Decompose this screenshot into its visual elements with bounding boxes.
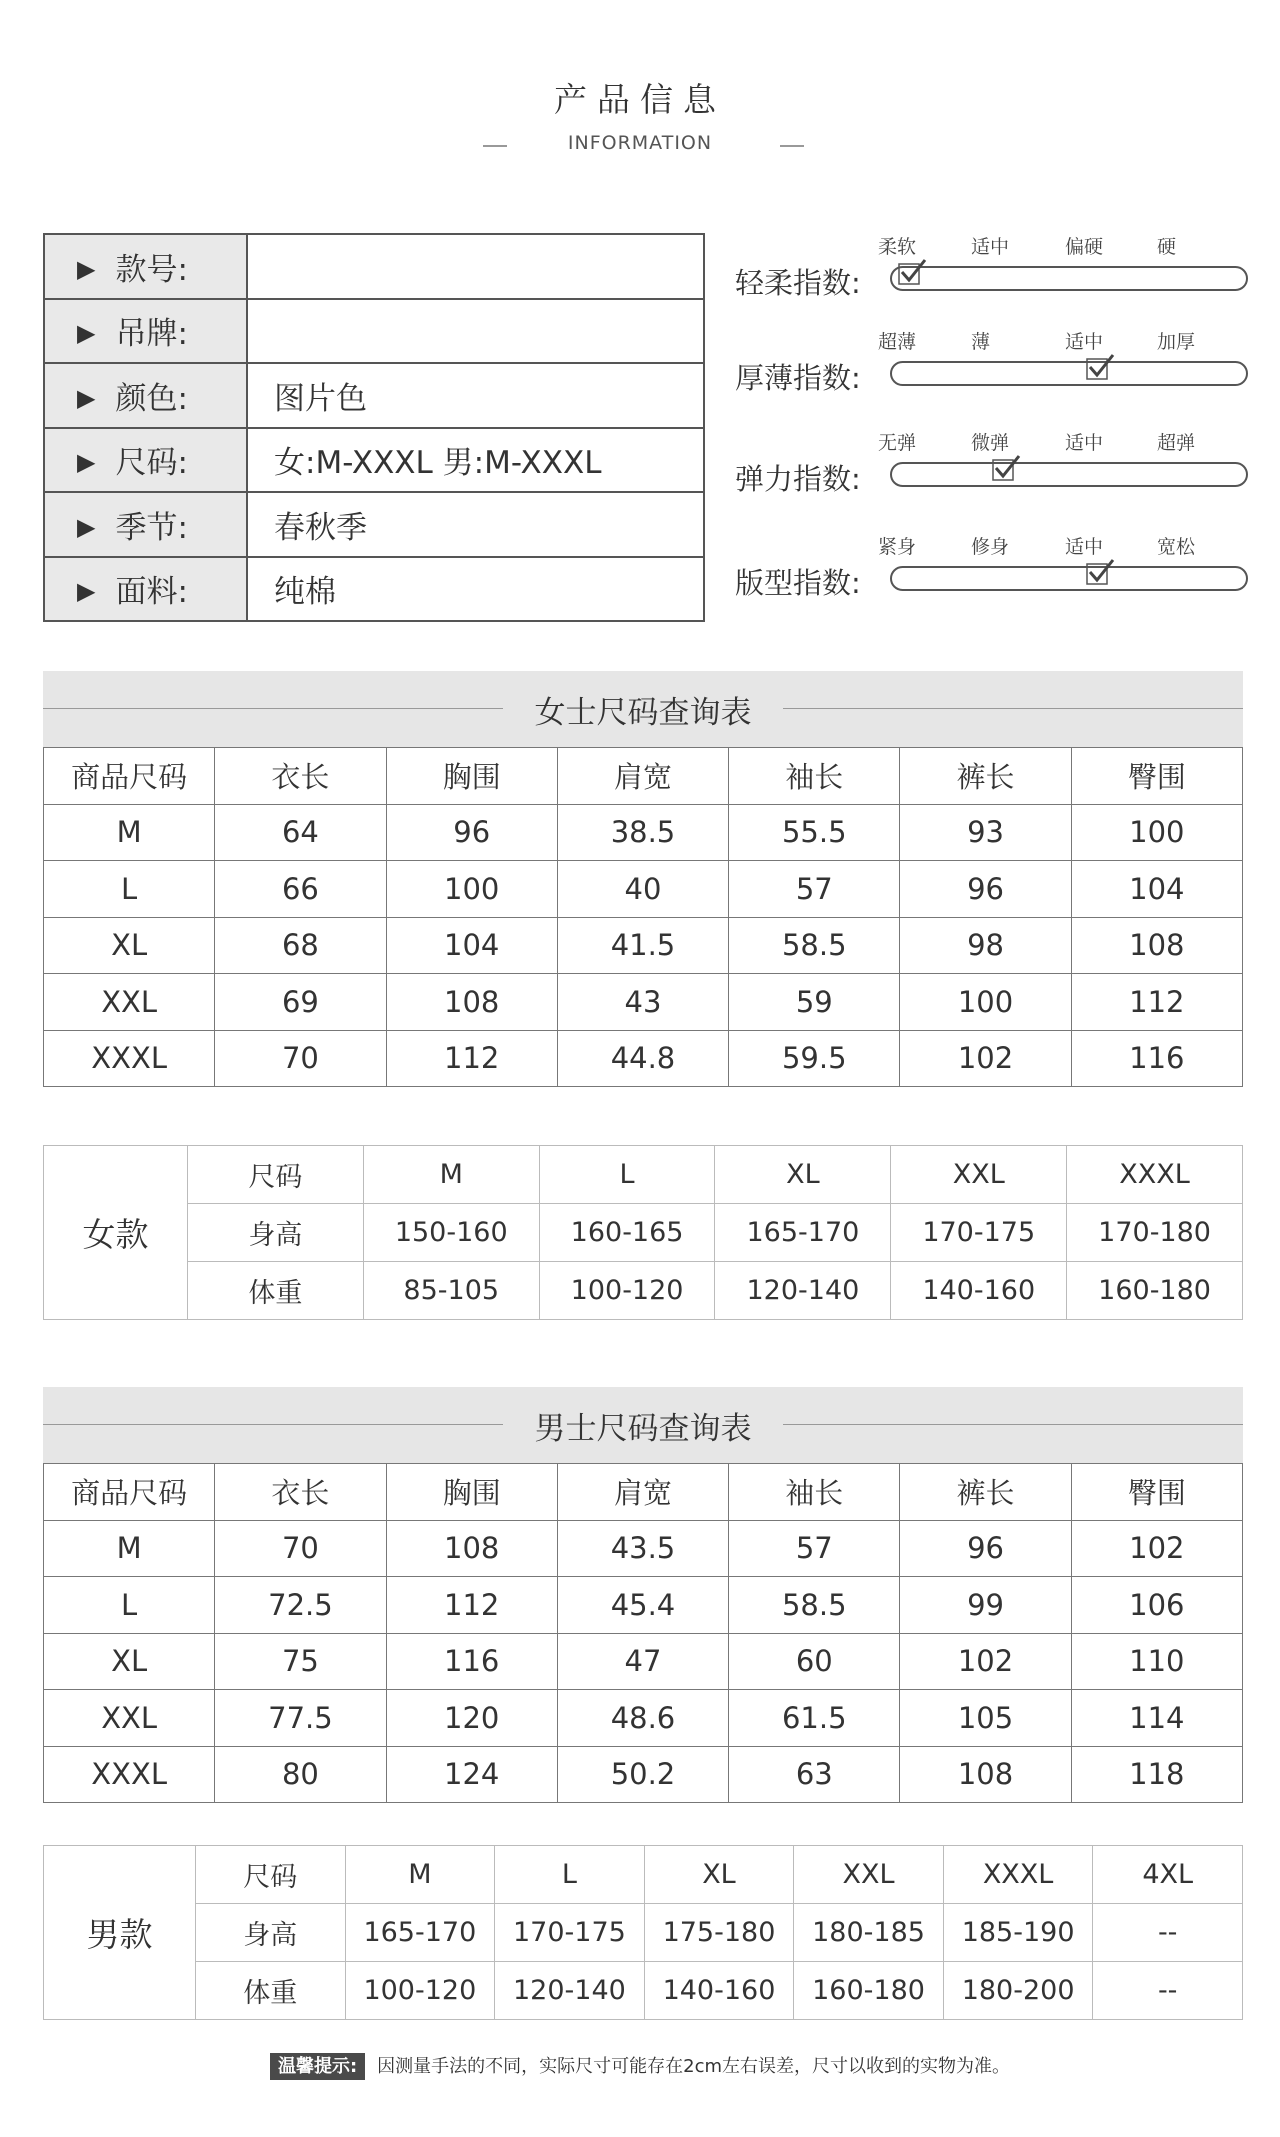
info-row: [44, 428, 704, 493]
table-cell: 110: [1071, 1633, 1242, 1690]
footer-note: [0, 2052, 1280, 2078]
table-cell: 70: [215, 1520, 386, 1577]
table-cell: 44.8: [557, 1030, 728, 1087]
table-row: [44, 974, 1243, 1031]
page-title: 产品信息: [554, 80, 726, 119]
index-scale-label: 适中: [1065, 331, 1104, 353]
table-cell: 38.5: [557, 804, 728, 861]
footer-tag: 温馨提示:: [270, 2053, 365, 2080]
table-cell: 40: [557, 861, 728, 918]
gender-label: 男款: [44, 1846, 196, 2020]
table-cell: XL: [44, 1633, 215, 1690]
index-scale-label: 超弹: [1157, 432, 1196, 454]
triangle-right-icon: ▶: [77, 383, 96, 412]
table-cell: 112: [386, 1577, 557, 1634]
table-cell: --: [1093, 1904, 1243, 1962]
table-cell: 尺码: [188, 1146, 364, 1204]
table-cell: 185-190: [943, 1904, 1093, 1962]
table-cell: L: [44, 1577, 215, 1634]
column-header: 胸围: [386, 1464, 557, 1521]
table-cell: 112: [1071, 974, 1242, 1031]
column-header: 衣长: [215, 1464, 386, 1521]
table-row: [44, 1846, 1243, 1904]
info-row: [44, 557, 704, 622]
table-cell: 160-180: [1067, 1262, 1243, 1320]
table-cell: 120: [386, 1690, 557, 1747]
index-scale-label: 适中: [1065, 432, 1104, 454]
table-row: [44, 1262, 1243, 1320]
column-header: 商品尺码: [44, 1464, 215, 1521]
table-cell: 55.5: [729, 804, 900, 861]
table-cell: XL: [644, 1846, 794, 1904]
page-subtitle: INFORMATION: [567, 132, 713, 154]
table-row: [44, 1904, 1243, 1962]
table-cell: 100-120: [345, 1962, 495, 2020]
men-table-header: [43, 1387, 1243, 1463]
table-cell: 102: [900, 1633, 1071, 1690]
info-row: [44, 299, 704, 364]
gender-label: 女款: [44, 1146, 188, 1320]
table-row: [44, 1030, 1243, 1087]
info-label-cell: [44, 428, 247, 493]
table-cell: 59: [729, 974, 900, 1031]
index-bar: [890, 462, 1248, 487]
column-header: 臀围: [1071, 748, 1242, 805]
triangle-right-icon: ▶: [77, 254, 96, 283]
table-cell: XXXL: [1067, 1146, 1243, 1204]
info-row: [44, 363, 704, 428]
table-header-row: [44, 748, 1243, 805]
table-cell: 99: [900, 1577, 1071, 1634]
index-scale-label: 适中: [1065, 536, 1104, 558]
table-cell: 112: [386, 1030, 557, 1087]
table-cell: 108: [900, 1746, 1071, 1803]
info-label: 款号:: [115, 251, 188, 288]
table-cell: 114: [1071, 1690, 1242, 1747]
info-label-cell: [44, 363, 247, 428]
index-scale-label: 适中: [971, 236, 1010, 258]
table-cell: 100: [1071, 804, 1242, 861]
table-cell: 124: [386, 1746, 557, 1803]
table-cell: 60: [729, 1633, 900, 1690]
index-label: 轻柔指数:: [735, 266, 861, 300]
men-height-weight-table: [43, 1845, 1243, 2020]
table-cell: 58.5: [729, 917, 900, 974]
table-cell: 体重: [188, 1262, 364, 1320]
table-cell: 58.5: [729, 1577, 900, 1634]
column-header: 胸围: [386, 748, 557, 805]
table-cell: 72.5: [215, 1577, 386, 1634]
column-header: 裤长: [900, 748, 1071, 805]
table-cell: L: [44, 861, 215, 918]
index-scale-label: 柔软: [878, 236, 917, 258]
table-cell: 175-180: [644, 1904, 794, 1962]
table-cell: 47: [557, 1633, 728, 1690]
table-row: [44, 1690, 1243, 1747]
table-cell: M: [44, 804, 215, 861]
table-cell: 61.5: [729, 1690, 900, 1747]
table-row: [44, 1746, 1243, 1803]
table-cell: 180-200: [943, 1962, 1093, 2020]
table-cell: 104: [386, 917, 557, 974]
table-cell: 70: [215, 1030, 386, 1087]
table-cell: --: [1093, 1962, 1243, 2020]
table-cell: 43: [557, 974, 728, 1031]
product-info-table: [43, 233, 705, 622]
table-cell: 57: [729, 861, 900, 918]
table-cell: 59.5: [729, 1030, 900, 1087]
table-cell: 150-160: [363, 1204, 539, 1262]
info-label: 面料:: [115, 574, 188, 611]
table-cell: 96: [900, 861, 1071, 918]
table-cell: XXXL: [44, 1030, 215, 1087]
triangle-right-icon: ▶: [77, 577, 96, 606]
table-cell: 102: [900, 1030, 1071, 1087]
info-label: 尺码:: [115, 445, 188, 482]
table-cell: 体重: [196, 1962, 346, 2020]
title-dash-right: [780, 145, 804, 147]
index-label: 弹力指数:: [735, 462, 861, 496]
index-scale-label: 偏硬: [1065, 236, 1104, 258]
table-cell: 80: [215, 1746, 386, 1803]
table-cell: 108: [386, 974, 557, 1031]
table-cell: 48.6: [557, 1690, 728, 1747]
table-cell: 身高: [196, 1904, 346, 1962]
index-scale-label: 微弹: [971, 432, 1010, 454]
table-cell: 170-175: [891, 1204, 1067, 1262]
info-row: [44, 492, 704, 557]
table-cell: M: [44, 1520, 215, 1577]
women-table-header: [43, 671, 1243, 747]
table-row: [44, 1962, 1243, 2020]
column-header: 臀围: [1071, 1464, 1242, 1521]
index-scale-label: 无弹: [878, 432, 917, 454]
column-header: 商品尺码: [44, 748, 215, 805]
table-cell: 63: [729, 1746, 900, 1803]
index-scale-label: 加厚: [1157, 331, 1196, 353]
triangle-right-icon: ▶: [77, 512, 96, 541]
table-cell: XXL: [44, 1690, 215, 1747]
info-label-cell: [44, 299, 247, 364]
index-bar: [890, 566, 1248, 591]
table-cell: 140-160: [644, 1962, 794, 2020]
table-cell: 102: [1071, 1520, 1242, 1577]
table-cell: 93: [900, 804, 1071, 861]
table-cell: 尺码: [196, 1846, 346, 1904]
table-cell: 165-170: [715, 1204, 891, 1262]
table-cell: 77.5: [215, 1690, 386, 1747]
table-row: [44, 861, 1243, 918]
triangle-right-icon: ▶: [77, 448, 96, 477]
column-header: 肩宽: [557, 748, 728, 805]
index-scale-label: 超薄: [878, 331, 917, 353]
info-value: 春秋季: [247, 492, 704, 557]
info-label-cell: [44, 557, 247, 622]
table-cell: 120-140: [495, 1962, 645, 2020]
table-cell: 165-170: [345, 1904, 495, 1962]
index-scale-label: 薄: [971, 331, 991, 353]
checkmark-icon: [1085, 558, 1115, 586]
table-cell: M: [363, 1146, 539, 1204]
table-cell: 66: [215, 861, 386, 918]
table-row: [44, 917, 1243, 974]
table-row: [44, 1204, 1243, 1262]
index-bar: [890, 266, 1248, 291]
info-value: 纯棉: [247, 557, 704, 622]
checkmark-icon: [991, 454, 1021, 482]
column-header: 袖长: [729, 748, 900, 805]
table-cell: L: [539, 1146, 715, 1204]
table-cell: 105: [900, 1690, 1071, 1747]
table-cell: 96: [386, 804, 557, 861]
table-cell: 68: [215, 917, 386, 974]
checkmark-icon: [1085, 353, 1115, 381]
table-cell: 180-185: [794, 1904, 944, 1962]
info-value: [247, 234, 704, 299]
checkmark-icon: [897, 258, 927, 286]
index-label: 厚薄指数:: [735, 361, 861, 395]
column-header: 袖长: [729, 1464, 900, 1521]
table-cell: 身高: [188, 1204, 364, 1262]
info-label: 颜色:: [115, 380, 188, 417]
table-cell: 108: [1071, 917, 1242, 974]
info-label: 季节:: [115, 509, 188, 546]
table-row: [44, 1146, 1243, 1204]
table-cell: 170-175: [495, 1904, 645, 1962]
index-scale-label: 宽松: [1157, 536, 1196, 558]
column-header: 衣长: [215, 748, 386, 805]
table-cell: 170-180: [1067, 1204, 1243, 1262]
table-cell: 4XL: [1093, 1846, 1243, 1904]
table-cell: XXL: [44, 974, 215, 1031]
table-cell: M: [345, 1846, 495, 1904]
table-cell: 45.4: [557, 1577, 728, 1634]
table-cell: 100-120: [539, 1262, 715, 1320]
table-cell: 98: [900, 917, 1071, 974]
table-cell: 118: [1071, 1746, 1242, 1803]
index-label: 版型指数:: [735, 566, 861, 600]
index-bar: [890, 361, 1248, 386]
table-cell: 100: [900, 974, 1071, 1031]
table-cell: XL: [715, 1146, 891, 1204]
table-cell: 43.5: [557, 1520, 728, 1577]
table-cell: L: [495, 1846, 645, 1904]
index-scale-label: 修身: [971, 536, 1010, 558]
info-value: 图片色: [247, 363, 704, 428]
table-cell: XXL: [891, 1146, 1067, 1204]
table-cell: 104: [1071, 861, 1242, 918]
table-row: [44, 1577, 1243, 1634]
table-cell: 108: [386, 1520, 557, 1577]
table-cell: XL: [44, 917, 215, 974]
table-row: [44, 1520, 1243, 1577]
info-label-cell: [44, 234, 247, 299]
table-cell: 75: [215, 1633, 386, 1690]
info-value: [247, 299, 704, 364]
table-cell: 140-160: [891, 1262, 1067, 1320]
table-cell: XXXL: [943, 1846, 1093, 1904]
index-scale-label: 硬: [1157, 236, 1177, 258]
table-header-row: [44, 1464, 1243, 1521]
table-cell: 116: [386, 1633, 557, 1690]
table-cell: 69: [215, 974, 386, 1031]
table-cell: 41.5: [557, 917, 728, 974]
table-cell: 85-105: [363, 1262, 539, 1320]
table-row: [44, 1633, 1243, 1690]
table-cell: 160-165: [539, 1204, 715, 1262]
column-header: 肩宽: [557, 1464, 728, 1521]
men-size-table: [43, 1463, 1243, 1803]
table-cell: 50.2: [557, 1746, 728, 1803]
table-cell: 57: [729, 1520, 900, 1577]
triangle-right-icon: ▶: [77, 319, 96, 348]
info-row: [44, 234, 704, 299]
table-cell: 106: [1071, 1577, 1242, 1634]
table-cell: 116: [1071, 1030, 1242, 1087]
table-cell: 160-180: [794, 1962, 944, 2020]
women-size-table: [43, 747, 1243, 1087]
column-header: 裤长: [900, 1464, 1071, 1521]
table-cell: XXL: [794, 1846, 944, 1904]
table-cell: 100: [386, 861, 557, 918]
table-row: [44, 804, 1243, 861]
women-height-weight-table: [43, 1145, 1243, 1320]
table-cell: XXXL: [44, 1746, 215, 1803]
index-scale-label: 紧身: [878, 536, 917, 558]
info-label-cell: [44, 492, 247, 557]
table-cell: 96: [900, 1520, 1071, 1577]
info-value: 女:M-XXXL 男:M-XXXL: [247, 428, 704, 493]
women-table-title: 女士尺码查询表: [534, 695, 752, 731]
table-cell: 64: [215, 804, 386, 861]
footer-text: 因测量手法的不同，实际尺寸可能存在2cm左右误差，尺寸以收到的实物为准。: [377, 2056, 1011, 2077]
info-label: 吊牌:: [115, 316, 188, 353]
men-table-title: 男士尺码查询表: [534, 1411, 752, 1447]
table-cell: 120-140: [715, 1262, 891, 1320]
